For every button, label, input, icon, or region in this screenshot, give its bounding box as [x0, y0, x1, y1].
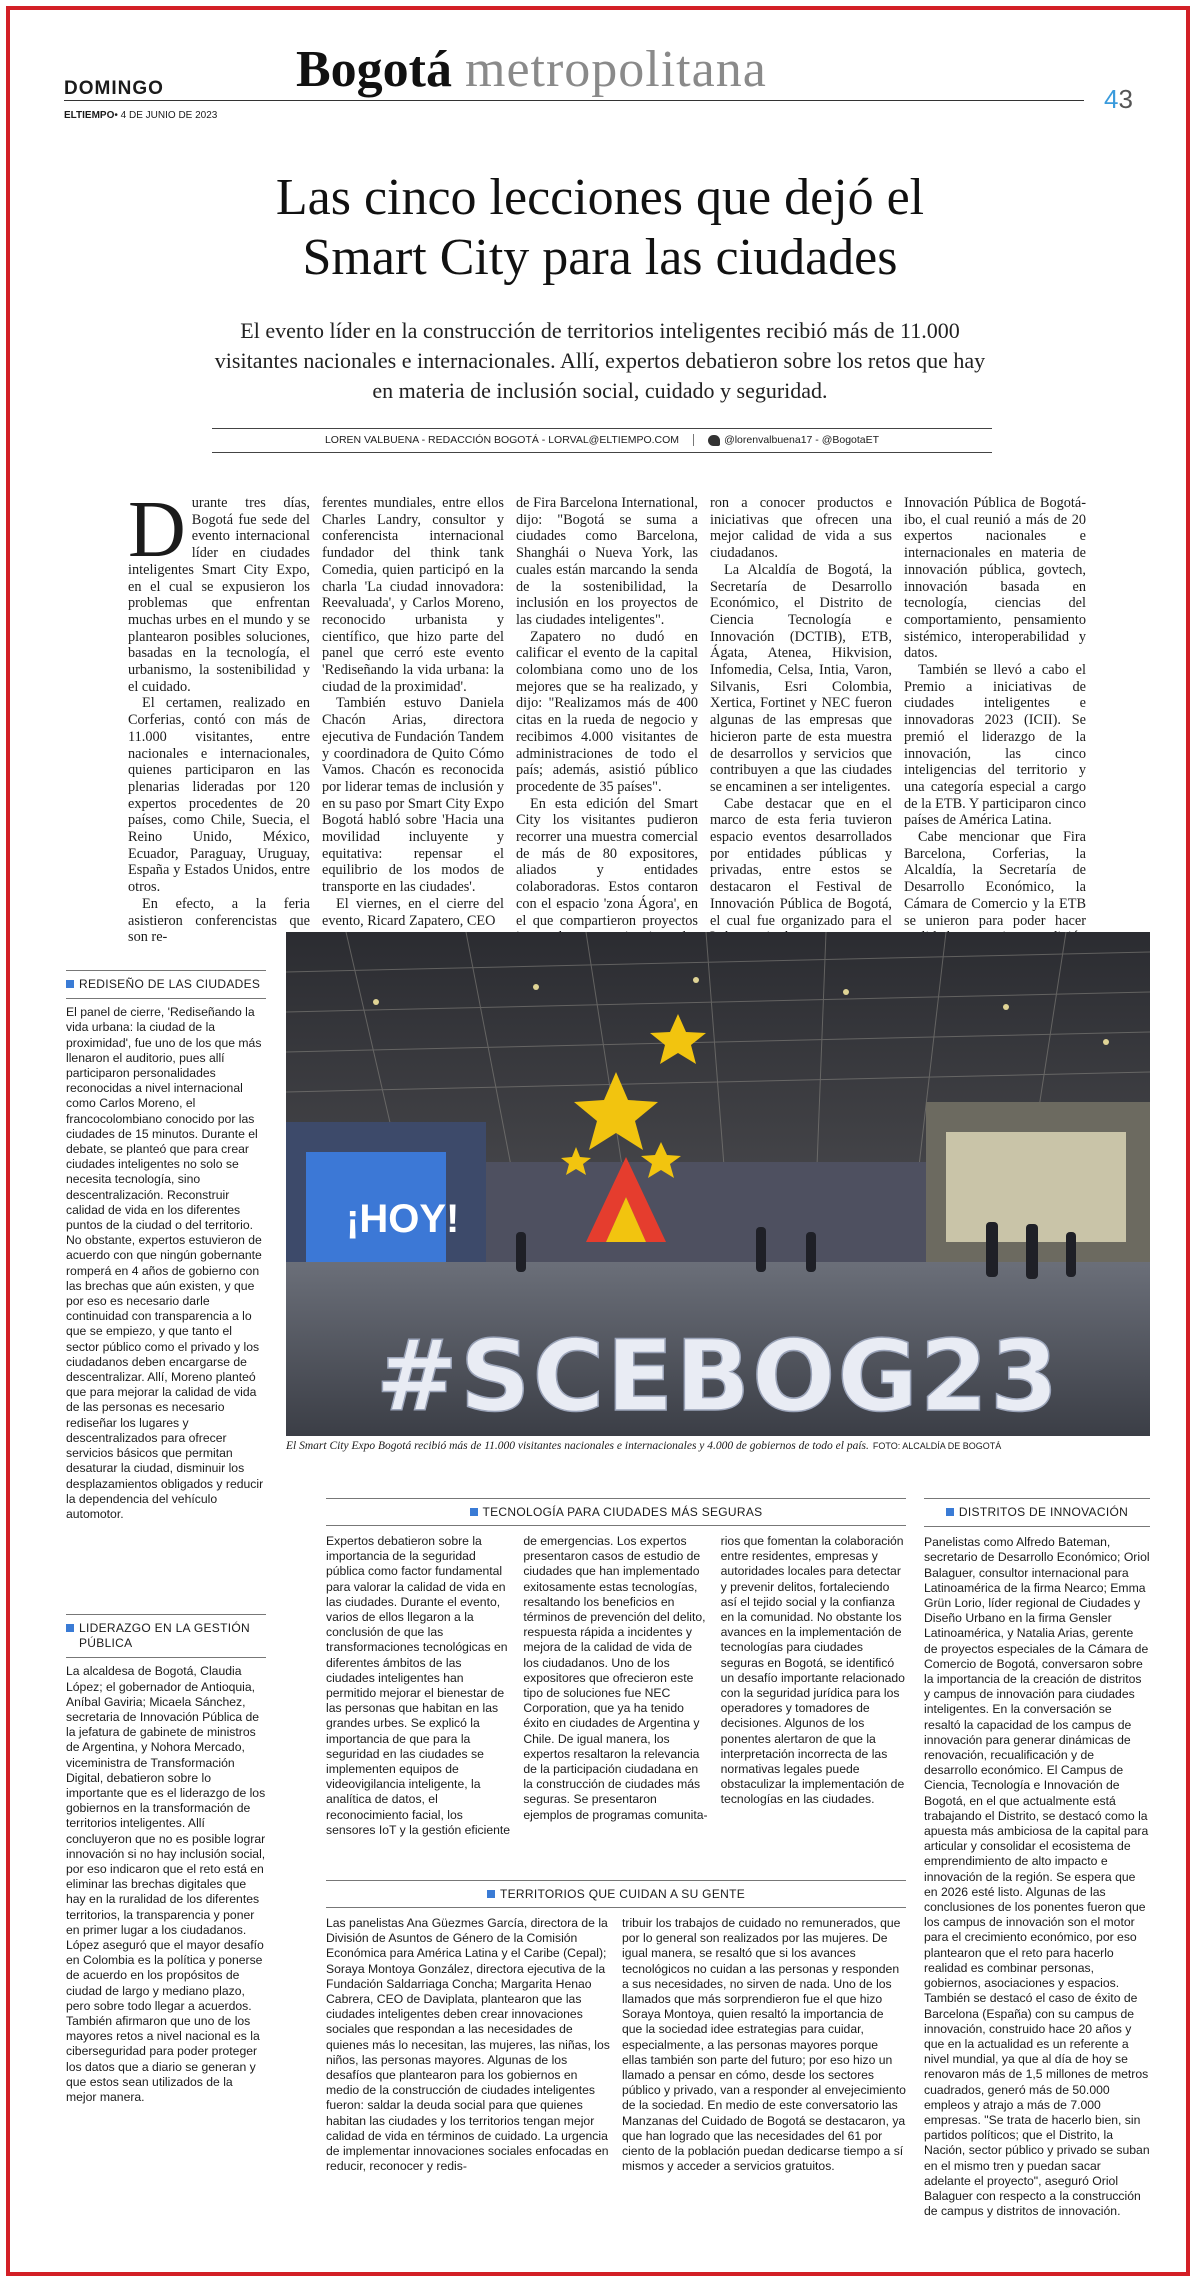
paragraph: ferentes mundiales, entre ellos Charles Landry, consultor y conferencista internacional fundador del think tank Comedia, quien participó en la charla 'La ciudad innovadora: Reevaluada', y Carlos Moreno, reconocido urbanista y científico, que hizo parte del panel que cerró este evento 'Rediseñando la vida urbana: la ciudad de la proximidad'. [322, 495, 504, 695]
square-bullet-icon [470, 1508, 478, 1516]
byline-rule-bottom [212, 452, 992, 453]
expo-hall-illustration [286, 932, 1150, 1436]
sidebar-rule [924, 1498, 1150, 1499]
paragraph: El certamen, realizado en Corferias, contó con más de 11.000 visitantes, entre nacionales e internacionales, quienes participaron en las plenarias lideradas por 120 expertos procedentes de 20 países, como Chile, Suecia, el Reino Unido, México, Ecuador, Paraguay, Uruguay, España y Estados Unidos, entre otros. [128, 695, 310, 896]
photo-credit: FOTO: ALCALDÍA DE BOGOTÁ [872, 1441, 1002, 1451]
photo-caption: El Smart City Expo Bogotá recibió más de 11.000 visitantes nacionales e internacionales y 4.000 de gobiernos de todo el país. FOTO: ALCALDÍA DE BOGOTÁ [286, 1440, 1002, 1452]
paragraph: ron a conocer productos e iniciativas que ofrecen una mejor calidad de vida a sus ciudadanos. [710, 495, 892, 562]
issue-date: • 4 DE JUNIO DE 2023 [114, 110, 218, 121]
article-deck: El evento líder en la construcción de territorios inteligentes recibió más de 11.000 visitantes nacionales e internacionales. Allí, expertos debatieron sobre los retos que hay en materia de inclusión social, cuidado y seguridad. [214, 318, 986, 403]
section-column: de emergencias. Los expertos presentaron casos de estudio de ciudades que han implementado exitosamente estas tecnologías, resaltando los beneficios en términos de prevención del delito, respuesta rápida a incidentes y mejora de la calidad de vida de los ciudadanos. Uno de los expositores que ofrecieron este tipo de soluciones fue NEC Corporation, que ya ha tenido éxito en ciudades de Argentina y Chile. De igual manera, los expertos resaltaron la relevancia de la participación ciudadana en la construcción de ciudades más seguras. Se presentaron ejemplos de programas comunita- [523, 1534, 708, 1822]
masthead-rule [64, 100, 1084, 101]
sidebar-rule [66, 1657, 266, 1658]
paragraph: La Alcaldía de Bogotá, la Secretaría de Desarrollo Económico, el Distrito de Ciencia Tecnología e Innovación (DCTIB), ETB, Ágata, Atenea, Hikvision, Infomedia, Celsa, Intia, Varon, Silvanis, Esri Colombia, Xertica, Fortinet y NEC fueron algunas de las empresas que hicieron parte de esta muestra de desarrollos y servicios que contribuyen a que las ciudades se encaminen a ser inteligentes. [710, 561, 892, 795]
square-bullet-icon [487, 1890, 495, 1898]
paragraph: El viernes, en el cierre del evento, Ricard Zapatero, CEO [322, 895, 504, 929]
sidebar-title: DISTRITOS DE INNOVACIÓN [924, 1505, 1150, 1520]
event-photo [286, 932, 1150, 1436]
byline-rule-top [212, 428, 992, 429]
expo-hashtag-sign: #SCEBOG23 [375, 1320, 1061, 1434]
author-credit: LOREN VALBUENA - REDACCIÓN BOGOTÁ - LORVAL@ELTIEMPO.COM [324, 434, 680, 446]
paragraph: Cabe destacar que en el marco de esta feria tuvieron espacio eventos desarrollados por entidades públicas y privadas, entre estos se destacaron el Festival de Innovación Pública de Bogotá, el cual fue organizado para el [710, 795, 892, 929]
twitter-icon [708, 435, 720, 446]
drop-cap: D [128, 486, 186, 574]
sidebar-leadership [66, 1614, 266, 2105]
section-title: TERRITORIOS QUE CUIDAN A SU GENTE [326, 1887, 906, 1901]
square-bullet-icon [66, 1624, 74, 1632]
sidebar-text: El panel de cierre, 'Rediseñando la vida urbana: la ciudad de la proximidad', fue uno de los que más llenaron el auditorio, pues allí participaron personalidades reconocidas a nivel internacional como Carlos Moreno, el francocolombiano conocido por las ciudades de 15 minutos. Durante el debate, se planteó que para crear ciudades inteligentes no solo se necesita tecnología, sino descentralización. Reconstruir calidad de vida en los diferentes puntos de la ciudad o del territorio. No obstante, expertos estuvieron de acuerdo con que ningún gobernante romperá en 4 años de gobierno con las brechas que aún existen, y que por eso es necesario darle continuidad con transparencia a lo que se empiezo, y que tanto el sector público como el privado y los ciudadanos deben encargarse de descentralizar. Allí, Moreno planteó que para mejorar la calidad de vida de las personas es necesario rediseñar los lugares y descentralizados para ofrecer servicios básicos que permitan desaturar la ciudad, disminuir los desplazamientos obligados y reducir la dependencia del vehículo automotor. [66, 1005, 264, 1521]
sidebar-redesign [66, 970, 266, 1522]
sidebar-rule [66, 998, 266, 999]
article-headline [150, 168, 1050, 288]
section-columns [326, 1916, 906, 2174]
paragraph: Zapatero no dudó en calificar el evento de la capital colombiana como uno de los mejores que se ha realizado, y dijo: "Realizamos más de 400 citas en la rueda de negocio y recibimos 4.000 visitantes de administraciones de todo el país; además, asistió público procedente de 35 países". [516, 628, 698, 795]
twitter-handles: @lorenvalbuena17 - @BogotaET [708, 434, 879, 446]
paragraph: También se llevó a cabo el Premio a iniciativas de ciudades inteligentes e innovadoras 2023 (ICII). Se premió el liderazgo de la innovación, las cinco inteligencias del territorio y una categoría especial a cargo de la ETB. Y participaron cinco países de América Latina. [904, 662, 1086, 829]
sidebar-rule [66, 1614, 266, 1615]
section-care [326, 1880, 906, 2174]
body-column-1 [128, 486, 310, 946]
paragraph: de Fira Barcelona International, dijo: "Bogotá se suma a ciudades como Barcelona, Shanghái o Nueva York, las cuales están marcando la senda de la sostenibilidad, la inclusión en los proyectos de las ciudades inteligentes". [516, 495, 698, 628]
section-column: rios que fomentan la colaboración entre residentes, empresas y autoridades locales para detectar y prevenir delitos, fortaleciendo así el tejido social y la confianza en la comunidad. No obstante los avances en la implementación de tecnologías para ciudades seguras en Bogotá, se identificó un desafío importante relacionado con la seguridad jurídica para los operadores y tomadores de decisiones. Algunos de los ponentes alertaron de que la interpretación incorrecta de las normativas legales puede obstaculizar la implementación de tecnologías en las ciudades. [720, 1534, 905, 1807]
section-columns [326, 1534, 906, 1838]
byline [212, 434, 992, 446]
paragraph: En efecto, a la feria asistieron conferencistas que son re- [128, 895, 310, 946]
headline-line-2: Smart City para las ciudades [302, 229, 898, 286]
section-rule [326, 1525, 906, 1526]
paper-name: ELTIEMPO [64, 110, 115, 121]
body-column-3 [516, 495, 698, 929]
section-title: TECNOLOGÍA PARA CIUDADES MÁS SEGURAS [326, 1505, 906, 1519]
paragraph: Cabe mencionar que Fira Barcelona, Corferias, la Alcaldía, la Secretaría de Desarrollo Económico, la Cámara de Comercio y la ETB se unieron para poder hacer [904, 829, 1086, 929]
section-rule [326, 1907, 906, 1908]
sidebar-rule [924, 1526, 1150, 1527]
weekday-label: DOMINGO [64, 78, 164, 99]
body-column-4 [710, 495, 892, 929]
sidebar-title: LIDERAZGO EN LA GESTIÓN PÚBLICA [66, 1621, 266, 1651]
paragraph: Innovación Pública de Bogotá-ibo, el cual reunió a más de 20 expertos nacionales e internacionales en materia de innovación pública, govtech, innovación basada en tecnología, ciencias del comportamiento, pensamiento sistémico, interoperabilidad y datos. [904, 495, 1086, 662]
square-bullet-icon [66, 980, 74, 988]
body-column-5 [904, 495, 1086, 929]
paragraph: También estuvo Daniela Chacón Arias, directora ejecutiva de Fundación Tandem y coordinadora de Quito Cómo Vamos. Chacón es reconocida por liderar temas de inclusión y en su paso por Smart City Expo Bogotá habló sobre 'Hacia una movilidad incluyente y equitativa: repensar el equilibrio de los modos de transporte en las ciudades'. [322, 695, 504, 896]
sidebar-districts [924, 1498, 1150, 2219]
section-name-light: metropolitana [465, 41, 767, 98]
dateline [64, 110, 217, 121]
section-column: Expertos debatieron sobre la importancia de la seguridad pública como factor fundamental para valorar la calidad de vida en las ciudades. Durante el evento, varios de ellos llegaron a la conclusión de que las transformaciones tecnológicas en diferentes ámbitos de las ciudades inteligentes han permitido mejorar el bienestar de las personas que habitan en las grandes urbes. Se explicó la importancia de que para la seguridad en las ciudades se implementen equipos de videovigilancia inteligente, la analítica de datos, el reconocimiento facial, los sensores IoT y la gestión eficiente [326, 1534, 511, 1837]
paragraph: Durante tres días, Bogotá fue sede del evento internacional líder en ciudades inteligentes Smart City Expo, en el cual se expusieron los problemas que enfrentan muchas urbes en el mundo y se plantearon posibles soluciones, basadas en la tecnología, el urbanismo, la sostenibilidad y el cuidado. [128, 486, 310, 695]
section-column: tribuir los trabajos de cuidado no remunerados, que por lo general son realizados por las mujeres. De igual manera, se resaltó que si los avances tecnológicos no cuidan a las personas y responden a sus necesidades, no sirven de nada. Uno de los llamados que más sorprendieron fue el que hizo Soraya Montoya, quien resaltó la importancia de que la sociedad idee estrategias para cuidar, especialmente, a las personas mayores porque ellas también son parte del futuro; por eso hizo un llamado a pensar en cómo, desde los sectores público y privado, van a responder al envejecimiento de la sociedad. En medio de este conversatorio las Manzanas del Cuidado de Bogotá se destacaron, ya que han logrado que las necesidades del 61 por ciento de la población puedan dedicarse tiempo a sí mismos y acceder a servicios gratuitos. [622, 1916, 906, 2174]
sidebar-rule [66, 970, 266, 971]
section-masthead [296, 40, 767, 99]
square-bullet-icon [946, 1508, 954, 1516]
section-rule [326, 1498, 906, 1499]
sidebar-text: La alcaldesa de Bogotá, Claudia López; el gobernador de Antioquia, Aníbal Gaviria; Micaela Sánchez, secretaria de Innovación Pública de la jefatura de gabinete de ministros de Argentina, y Nohora Mercado, viceministra de Transformación Digital, debatieron sobre lo importante que es el liderazgo de los gobiernos en la transformación de territorios inteligentes. Allí concluyeron que no es posible lograr innovación si no hay inclusión social, por eso indicaron que el reto está en eliminar las brechas digitales que hay en la ruralidad de los diferentes territorios, la transparencia y poner en primer lugar a los ciudadanos. López aseguró que el mayor desafío en Colombia es la política y ponerse de acuerdo en los propósitos de ciudad de largo y mediano plazo, pero sobre todo llegar a acuerdos. También afirmaron que uno de los mayores retos a nivel nacional es la ciberseguridad para poder proteger los datos que a diario se generan y que estos sean utilizados de la mejor manera. [66, 1664, 266, 2105]
sidebar-text: Panelistas como Alfredo Bateman, secretario de Desarrollo Económico; Oriol Balaguer, consultor internacional para Latinoamérica de la firma Nearco; Emma Grün Lorio, líder regional de Ciudades y Diseño Urbano en la firma Gensler Latinoamérica, y Natalia Arias, gerente de proyectos especiales de la Cámara de Comercio de Bogotá, conversaron sobre la importancia de la creación de distritos y campus de innovación para ciudades inteligentes. En la conversación se resaltó la capacidad de los campus de innovación para generar dinámicas de renovación, recualificación y de desarrollo económico. El Campus de Ciencia, Tecnología e Innovación de Bogotá, en el que actualmente está trabajando el Distrito, se destacó como la apuesta más ambiciosa de la capital para articular y consolidar el ecosistema de emprendimiento de alto impacto e innovación de la región. Se espera que en 2026 esté listo. Algunas de las conclusiones de los ponentes fueron que los campus de innovación son el motor para el crecimiento económico, por eso plantearon que el reto para hacerlo realidad es combinar personas, gobiernos, asociaciones y espacios. También se destacó el caso de éxito de Barcelona (España) con su campus de innovación, construido hace 20 años y que en la actualidad es un referente a nivel mundial, ya que al día de hoy se renovaron más de 1,5 millones de metros cuadrados, generó más de 50.000 empleos y atrajo a más de 7.000 empresas. "Se trata de hacerlo bien, sin partidos políticos; que el Distrito, la Nación, sector público y privado se suban en el mismo tren y puedan sacar adelante el proyecto", aseguró Oriol Balaguer con respecto a la construcción de campus y distritos de innovación. [924, 1535, 1150, 2219]
page-number: 43 [1104, 84, 1133, 114]
section-column: Las panelistas Ana Güezmes García, directora de la División de Asuntos de Género de la Comisión Económica para América Latina y el Caribe (Cepal); Soraya Montoya González, directora ejecutiva de la Fundación Saldarriaga Concha; Margarita Henao Cabrera, CEO de Daviplata, plantearon que las ciudades inteligentes deben crear innovaciones sociales que respondan a las necesidades de quienes más lo necesitan, las mujeres, las niñas, los niños, las personas mayores. Algunas de los desafíos que plantearon para los gobiernos en medio de la construcción de ciudades inteligentes fueron: saldar la deuda social para que quienes habitan las ciudades y los territorios tengan mejor calidad de vida en términos de cuidado. La urgencia de implementar innovaciones sociales enfocadas en reducir, reconocer y redis- [326, 1916, 610, 2174]
booth-sign: ¡HOY! [346, 1197, 460, 1241]
byline-separator [693, 434, 694, 446]
section-name-bold: Bogotá [296, 41, 452, 98]
sidebar-title: REDISEÑO DE LAS CIUDADES [66, 977, 266, 992]
paragraph: En esta edición del Smart City los visitantes pudieron recorrer una muestra comercial de más de 80 expositores, aliados y entidades colaboradoras. Estos contaron con el espacio 'zona Ágora', en el que compartieron proyectos [516, 795, 698, 929]
section-security [326, 1498, 906, 1838]
body-column-2 [322, 495, 504, 929]
headline-line-1: Las cinco lecciones que dejó el [275, 169, 925, 226]
article-body [128, 486, 1086, 946]
section-rule [326, 1880, 906, 1881]
